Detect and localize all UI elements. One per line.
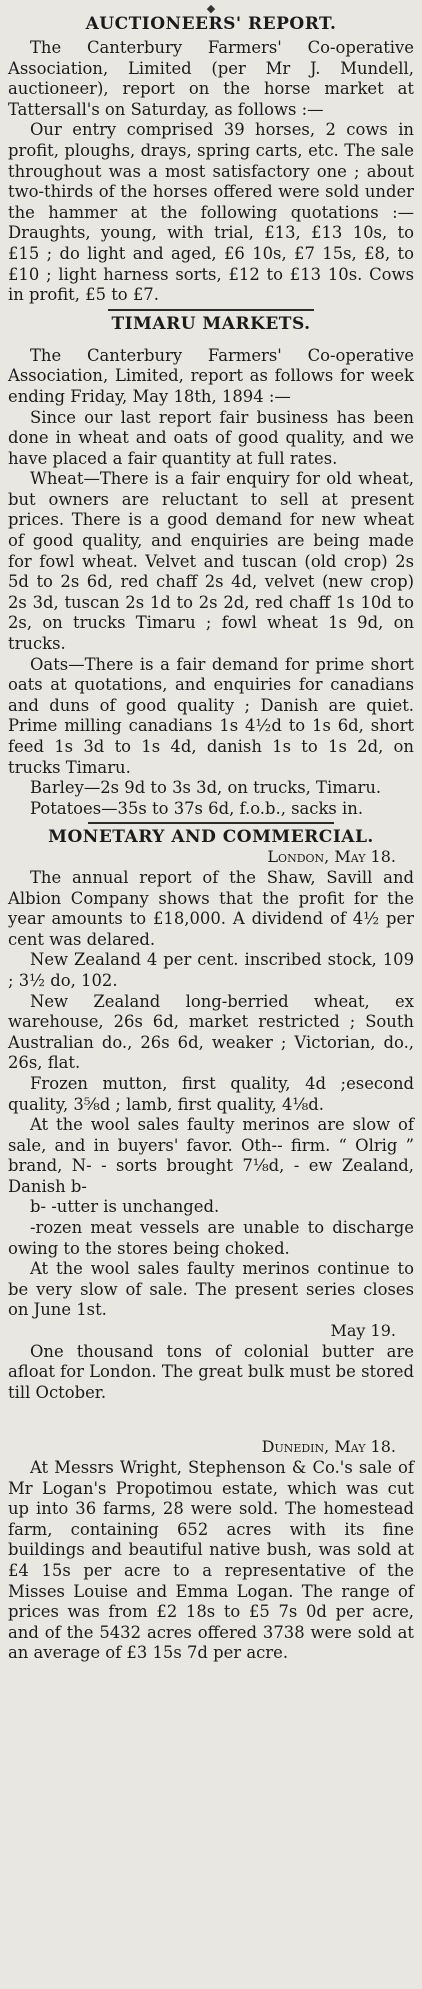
- timaru-paragraph: Oats—There is a fair demand for prime short oats at quotations, and enquiries for canadians and duns of good quality ; Danish are quiet. Prime milling canadians 1s 4½d to 1s 6d, short feed 1s 3d to 1s 4d, danish 1s to 1s 2d, on trucks Timaru.: [8, 654, 414, 777]
- timaru-paragraph: Since our last report fair business has been done in wheat and oats of good quality, and we have placed a fair quantity at full rates.: [8, 407, 414, 468]
- monetary-paragraph: New Zealand long-berried wheat, ex warehouse, 26s 6d, market restricted ; South Australian do., 26s 6d, weaker ; Victorian, do., 26s, flat.: [8, 991, 414, 1073]
- monetary-paragraph: One thousand tons of colonial butter are afloat for London. The great bulk must be stored till October.: [8, 1341, 414, 1402]
- dateline-london: London, May 18.: [267, 847, 396, 867]
- auctioneers-paragraph: Our entry comprised 39 horses, 2 cows in profit, ploughs, drays, spring carts, etc. The sale throughout was a most satisfactory one ; about two-thirds of the horses offered were sold under the hammer at the following quotations :—Draughts, young, with trial, £13, £13 10s, to £15 ; do light and aged, £6 10s, £7 15s, £8, to £10 ; light harness sorts, £12 to £13 10s. Cows in profit, £5 to £7.: [8, 120, 414, 305]
- monetary-commercial: [8, 827, 414, 1403]
- timaru-markets: [8, 314, 414, 820]
- dunedin-paragraph: At Messrs Wright, Stephenson & Co.'s sale of Mr Logan's Propotimou estate, which was cut up into 36 farms, 28 were sold. The homestead farm, containing 652 acres with its fine buildings and beautiful native bush, was sold at £4 15s per acre to a representative of the Misses Louise and Emma Logan. The range of prices was from £2 18s to £5 7s 0d per acre, and of the 5432 acres offered 3738 were sold at an average of £3 15s 7d per acre.: [8, 1458, 414, 1663]
- monetary-heading: MONETARY AND COMMERCIAL.: [48, 827, 374, 848]
- monetary-paragraph: The annual report of the Shaw, Savill and Albion Company shows that the profit for the year amounts to £18,000. A dividend of 4½ per cent was delared.: [8, 867, 414, 949]
- dateline-may19: May 19.: [330, 1321, 396, 1341]
- timaru-paragraph: Potatoes—35s to 37s 6d, f.o.b., sacks in.: [30, 798, 364, 818]
- monetary-paragraph: At the wool sales faulty merinos continue to be very slow of sale. The present series closes on June 1st.: [8, 1259, 414, 1320]
- timaru-paragraph: The Canterbury Farmers' Co-operative Association, Limited, report as follows for week ending Friday, May 18th, 1894 :—: [8, 345, 414, 406]
- ornament-icon: ◆: [206, 2, 216, 15]
- monetary-paragraph: At the wool sales faulty merinos are slow of sale, and in buyers' favor. Oth-- firm. “ Olrig ” brand, N- - sorts brought 7⅛d, - ew Zealand, Danish b-: [8, 1115, 414, 1196]
- timaru-paragraph: Barley—2s 9d to 3s 3d, on trucks, Timaru.: [30, 778, 382, 798]
- section-rule: [88, 822, 334, 824]
- monetary-paragraph: Frozen mutton, first quality, 4d ;esecond quality, 3⅝d ; lamb, first quality, 4⅛d.: [8, 1073, 414, 1114]
- timaru-heading: TIMARU MARKETS.: [111, 313, 311, 334]
- monetary-paragraph: New Zealand 4 per cent. inscribed stock, 109 ; 3½ do, 102.: [8, 950, 414, 990]
- timaru-paragraph: Wheat—There is a fair enquiry for old wheat, but owners are reluctant to sell at present prices. There is a good demand for new wheat of good quality, and enquiries are being made for fowl wheat. Velvet and tuscan (old crop) 2s 5d to 2s 6d, red chaff 2s 4d, velvet (new crop) 2s 3d, tuscan 2s 1d to 2s 2d, red chaff 1s 10d to 2s, on trucks Timaru ; fowl wheat 1s 9d, on trucks.: [8, 469, 414, 654]
- monetary-paragraph: -rozen meat vessels are unable to discharge owing to the stores being choked.: [8, 1218, 414, 1258]
- auctioneers-paragraph: The Canterbury Farmers' Co-operative Association, Limited (per Mr J. Mundell, auctioneer), report on the horse market at Tattersall's on Saturday, as follows :—: [8, 38, 414, 119]
- auctioneers-report: [8, 14, 414, 306]
- dunedin-report: [8, 1437, 414, 1664]
- section-rule: [108, 309, 314, 311]
- auctioneers-heading: AUCTIONEERS' REPORT.: [85, 14, 337, 34]
- dateline-dunedin: Dunedin, May 18.: [261, 1437, 396, 1457]
- monetary-paragraph: b- -utter is unchanged.: [30, 1197, 220, 1217]
